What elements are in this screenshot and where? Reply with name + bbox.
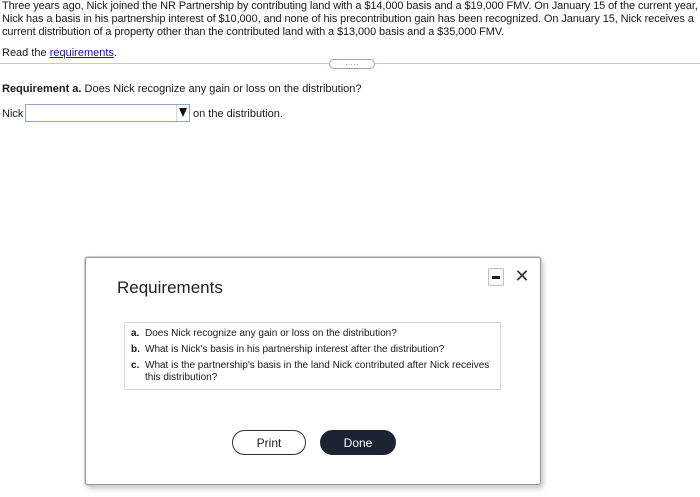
requirement-a-question: Does Nick recognize any gain or loss on the distribution? <box>81 83 362 95</box>
item-letter: a. <box>131 328 140 339</box>
list-item <box>131 328 494 340</box>
item-text: Does Nick recognize any gain or loss on the distribution? <box>145 328 397 339</box>
modal-title: Requirements <box>117 278 223 297</box>
close-icon[interactable]: ✕ <box>514 266 530 286</box>
done-button[interactable]: Done <box>320 430 396 455</box>
requirement-a-prompt <box>2 83 362 95</box>
requirements-link[interactable]: requirements <box>49 47 114 59</box>
minimize-button[interactable] <box>488 268 504 286</box>
dropdown-arrow-box[interactable] <box>176 105 189 121</box>
answer-suffix: on the distribution. <box>193 108 283 120</box>
read-prefix: Read the <box>2 47 50 59</box>
item-text: What is the partnership's basis in the land Nick contributed after Nick receives this distribution? <box>145 360 490 383</box>
list-item <box>131 360 494 384</box>
requirements-modal <box>85 257 541 485</box>
requirement-a-label: Requirement a. <box>2 83 82 95</box>
print-button[interactable]: Print <box>232 430 306 455</box>
chevron-down-icon <box>179 108 187 117</box>
problem-statement: Three years ago, Nick joined the NR Partnership by contributing land with a $14,000 basis and a $19,000 FMV. On January 15 of the current year, Nick has a basis in his partnership interest of $10,000, and none of his precontribution gain has been recognized. On January 15, Nick receives a current distribution of a property other than the contributed land with a $13,000 basis and a $35,000 FMV. <box>2 0 698 38</box>
gain-loss-dropdown[interactable] <box>25 104 190 122</box>
item-letter: b. <box>131 344 140 355</box>
read-requirements-line <box>2 47 117 59</box>
item-letter: c. <box>131 360 140 371</box>
answer-prefix: Nick <box>2 108 24 120</box>
requirements-list <box>124 322 501 390</box>
item-text: What is Nick's basis in his partnership interest after the distribution? <box>145 344 445 355</box>
divider-drag-handle[interactable]: ..... <box>329 59 375 69</box>
list-item <box>131 344 494 356</box>
read-suffix: . <box>113 47 117 59</box>
